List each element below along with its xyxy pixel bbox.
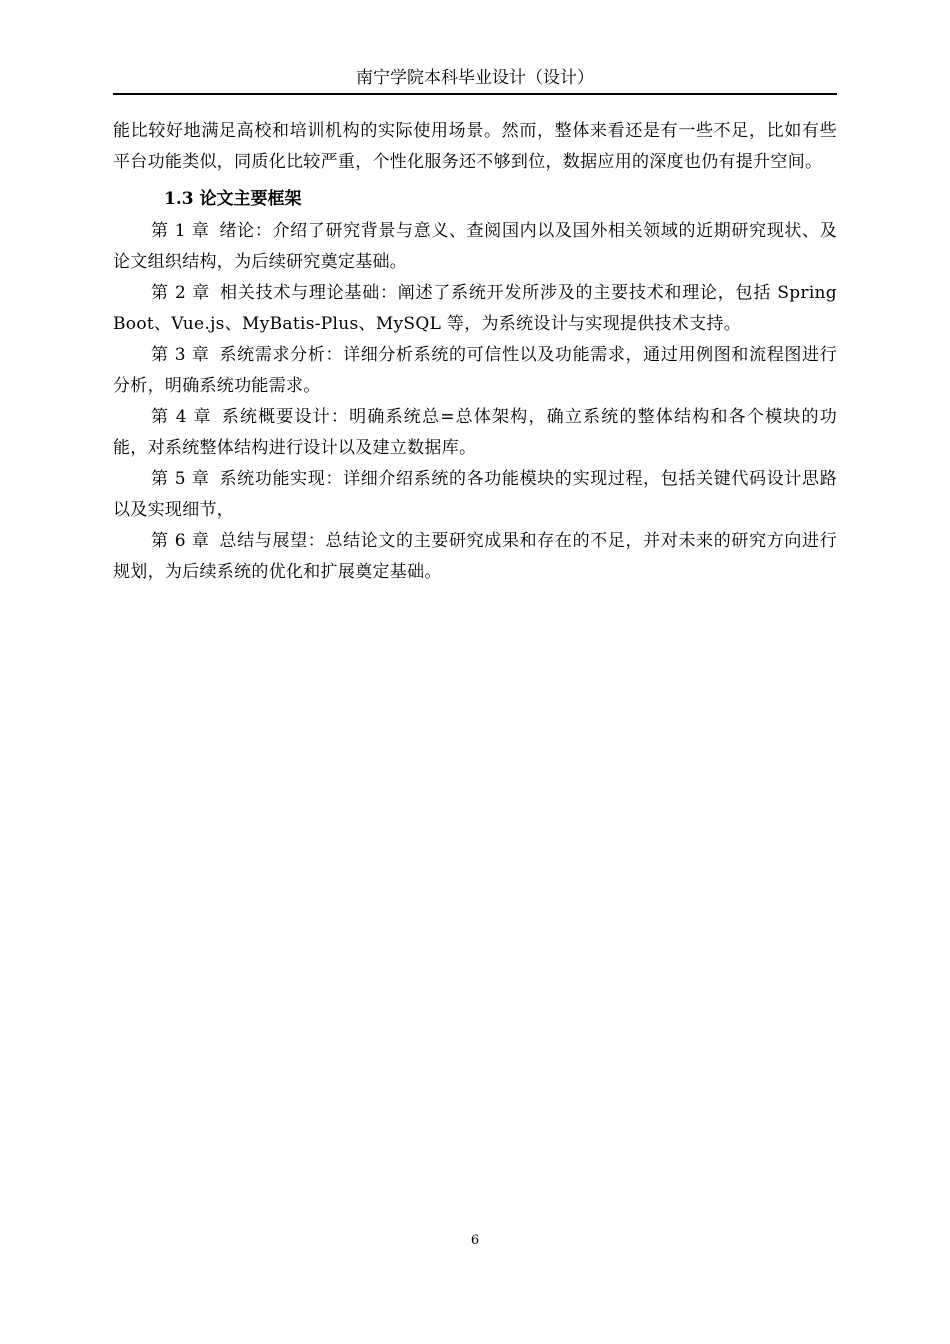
chapter-description: 系统概要设计：明确系统总=总体架构，确立系统的整体结构和各个模块的功能，对系统整体结构进行设计以及建立数据库。	[113, 407, 838, 458]
chapter-description: 系统需求分析：详细分析系统的可信性以及功能需求，通过用例图和流程图进行分析，明确系统功能需求。	[113, 345, 837, 396]
chapter-number: 第 6 章	[151, 531, 210, 551]
chapter-item-1	[113, 216, 837, 278]
page-number: 6	[470, 1233, 480, 1248]
chapter-number: 第 5 章	[151, 469, 210, 489]
chapter-description: 绪论：介绍了研究背景与意义、查阅国内以及国外相关领域的近期研究现状、及论文组织结构，为后续研究奠定基础。	[113, 221, 837, 272]
page-header	[113, 66, 837, 95]
chapter-number: 第 4 章	[151, 407, 212, 427]
section-heading: 1.3 论文主要框架	[164, 189, 302, 209]
chapter-description: 总结与展望：总结论文的主要研究成果和存在的不足，并对未来的研究方向进行规划，为后续系统的优化和扩展奠定基础。	[113, 531, 837, 582]
chapter-item-2	[113, 278, 837, 340]
page-body	[113, 116, 837, 588]
chapter-description: 相关技术与理论基础：阐述了系统开发所涉及的主要技术和理论，包括 Spring Boot、Vue.js、MyBatis-Plus、MySQL 等，为系统设计与实现提供技术支持。	[113, 283, 837, 334]
header-title: 南宁学院本科毕业设计（设计）	[356, 68, 594, 88]
chapter-number: 第 1 章	[151, 221, 210, 241]
chapter-number: 第 3 章	[151, 345, 210, 365]
chapter-number: 第 2 章	[151, 283, 211, 303]
page-footer	[0, 1232, 950, 1250]
chapter-item-3	[113, 340, 837, 402]
chapter-item-6	[113, 526, 837, 588]
chapter-description: 系统功能实现：详细介绍系统的各功能模块的实现过程，包括关键代码设计思路以及实现细节，	[113, 469, 837, 520]
intro-paragraph: 能比较好地满足高校和培训机构的实际使用场景。然而，整体来看还是有一些不足，比如有些平台功能类似，同质化比较严重，个性化服务还不够到位，数据应用的深度也仍有提升空间。	[113, 121, 837, 172]
chapter-item-5	[113, 464, 837, 526]
chapter-item-4	[113, 402, 837, 464]
